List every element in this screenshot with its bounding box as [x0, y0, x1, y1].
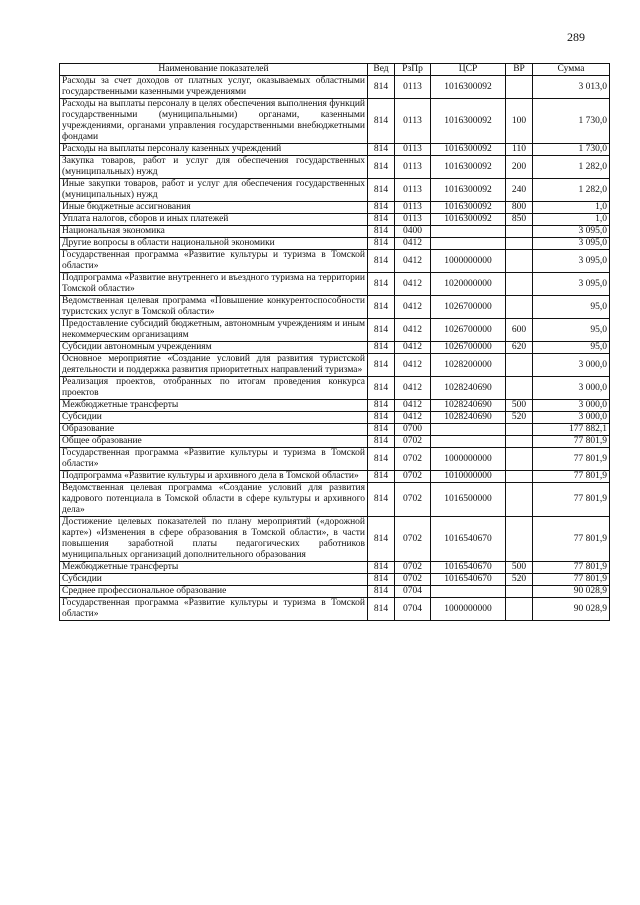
cell-sum: 1 282,0 — [533, 156, 610, 179]
cell-ved: 814 — [368, 76, 395, 99]
cell-sum: 77 801,9 — [533, 562, 610, 574]
cell-rzpr: 0412 — [395, 238, 431, 250]
cell-rzpr: 0113 — [395, 144, 431, 156]
table-row — [60, 598, 610, 621]
cell-vr — [506, 226, 533, 238]
cell-ved: 814 — [368, 586, 395, 598]
cell-name: Подпрограмма «Развитие внутреннего и въездного туризма на территории Томской области» — [60, 273, 368, 296]
cell-vr — [506, 483, 533, 517]
table-row — [60, 471, 610, 483]
cell-name: Государственная программа «Развитие культуры и туризма в Томской области» — [60, 448, 368, 471]
cell-rzpr: 0113 — [395, 202, 431, 214]
cell-vr — [506, 377, 533, 400]
cell-csr: 1026700000 — [431, 342, 506, 354]
cell-sum: 77 801,9 — [533, 436, 610, 448]
cell-name: Другие вопросы в области национальной экономики — [60, 238, 368, 250]
cell-rzpr: 0702 — [395, 562, 431, 574]
cell-rzpr: 0113 — [395, 76, 431, 99]
cell-rzpr: 0412 — [395, 400, 431, 412]
cell-ved: 814 — [368, 412, 395, 424]
cell-rzpr: 0400 — [395, 226, 431, 238]
cell-ved: 814 — [368, 202, 395, 214]
cell-vr — [506, 273, 533, 296]
column-header-ved: Вед — [368, 64, 395, 76]
table-row — [60, 144, 610, 156]
cell-csr: 1016540670 — [431, 574, 506, 586]
cell-ved: 814 — [368, 179, 395, 202]
column-header-sum: Сумма — [533, 64, 610, 76]
cell-csr: 1016540670 — [431, 517, 506, 562]
cell-rzpr: 0412 — [395, 296, 431, 319]
cell-name: Расходы на выплаты персоналу казенных учреждений — [60, 144, 368, 156]
table-row — [60, 586, 610, 598]
cell-rzpr: 0700 — [395, 424, 431, 436]
cell-vr — [506, 354, 533, 377]
cell-name: Расходы на выплаты персоналу в целях обеспечения выполнения функций государственными (муниципальными) органами, казенными учреждениями, органами управления государственными внебюджетными фондами — [60, 99, 368, 144]
cell-name: Уплата налогов, сборов и иных платежей — [60, 214, 368, 226]
cell-vr — [506, 436, 533, 448]
cell-ved: 814 — [368, 400, 395, 412]
cell-vr: 500 — [506, 562, 533, 574]
cell-vr: 500 — [506, 400, 533, 412]
cell-vr — [506, 296, 533, 319]
cell-sum: 1 730,0 — [533, 99, 610, 144]
cell-rzpr: 0702 — [395, 471, 431, 483]
cell-name: Государственная программа «Развитие культуры и туризма в Томской области» — [60, 250, 368, 273]
cell-name: Ведомственная целевая программа «Повышение конкурентоспособности туристских услуг в Томской области» — [60, 296, 368, 319]
cell-rzpr: 0412 — [395, 319, 431, 342]
table-row — [60, 319, 610, 342]
cell-ved: 814 — [368, 342, 395, 354]
cell-sum: 90 028,9 — [533, 586, 610, 598]
cell-name: Иные бюджетные ассигнования — [60, 202, 368, 214]
cell-vr: 110 — [506, 144, 533, 156]
cell-csr: 1028240690 — [431, 400, 506, 412]
cell-rzpr: 0702 — [395, 574, 431, 586]
cell-ved: 814 — [368, 574, 395, 586]
cell-sum: 3 095,0 — [533, 226, 610, 238]
cell-ved: 814 — [368, 99, 395, 144]
column-header-rzpr: РзПр — [395, 64, 431, 76]
cell-csr — [431, 238, 506, 250]
cell-rzpr: 0412 — [395, 342, 431, 354]
cell-csr — [431, 436, 506, 448]
table-row — [60, 377, 610, 400]
column-header-name: Наименование показателей — [60, 64, 368, 76]
cell-sum: 77 801,9 — [533, 574, 610, 586]
cell-csr: 1016300092 — [431, 214, 506, 226]
table-row — [60, 342, 610, 354]
budget-table — [59, 63, 610, 621]
cell-rzpr: 0412 — [395, 250, 431, 273]
cell-name: Субсидии — [60, 574, 368, 586]
cell-csr: 1010000000 — [431, 471, 506, 483]
cell-csr: 1020000000 — [431, 273, 506, 296]
table-row — [60, 296, 610, 319]
cell-sum: 3 095,0 — [533, 238, 610, 250]
cell-name: Субсидии — [60, 412, 368, 424]
cell-sum: 90 028,9 — [533, 598, 610, 621]
cell-csr: 1016300092 — [431, 202, 506, 214]
cell-vr: 520 — [506, 412, 533, 424]
cell-rzpr: 0704 — [395, 586, 431, 598]
cell-sum: 3 000,0 — [533, 354, 610, 377]
cell-vr — [506, 517, 533, 562]
cell-vr: 600 — [506, 319, 533, 342]
cell-ved: 814 — [368, 226, 395, 238]
table-row — [60, 226, 610, 238]
cell-csr: 1016300092 — [431, 76, 506, 99]
cell-name: Расходы за счет доходов от платных услуг, оказываемых областными государственными казенными учреждениями — [60, 76, 368, 99]
cell-name: Закупка товаров, работ и услуг для обеспечения государственных (муниципальных) нужд — [60, 156, 368, 179]
cell-csr: 1000000000 — [431, 448, 506, 471]
cell-csr — [431, 226, 506, 238]
cell-ved: 814 — [368, 296, 395, 319]
table-row — [60, 400, 610, 412]
cell-sum: 3 013,0 — [533, 76, 610, 99]
cell-ved: 814 — [368, 238, 395, 250]
cell-ved: 814 — [368, 598, 395, 621]
cell-sum: 3 095,0 — [533, 273, 610, 296]
cell-name: Среднее профессиональное образование — [60, 586, 368, 598]
cell-sum: 177 882,1 — [533, 424, 610, 436]
table-row — [60, 412, 610, 424]
cell-vr — [506, 471, 533, 483]
cell-csr — [431, 586, 506, 598]
cell-ved: 814 — [368, 471, 395, 483]
cell-ved: 814 — [368, 562, 395, 574]
table-row — [60, 483, 610, 517]
table-row — [60, 238, 610, 250]
cell-csr: 1000000000 — [431, 250, 506, 273]
cell-sum: 3 095,0 — [533, 250, 610, 273]
table-header-row — [60, 64, 610, 76]
cell-csr: 1016300092 — [431, 156, 506, 179]
cell-rzpr: 0113 — [395, 99, 431, 144]
cell-sum: 1,0 — [533, 214, 610, 226]
cell-name: Подпрограмма «Развитие культуры и архивного дела в Томской области» — [60, 471, 368, 483]
cell-ved: 814 — [368, 448, 395, 471]
cell-ved: 814 — [368, 319, 395, 342]
cell-sum: 1 730,0 — [533, 144, 610, 156]
cell-name: Реализация проектов, отобранных по итогам проведения конкурса проектов — [60, 377, 368, 400]
cell-ved: 814 — [368, 250, 395, 273]
cell-csr: 1016300092 — [431, 99, 506, 144]
cell-rzpr: 0412 — [395, 377, 431, 400]
cell-vr — [506, 76, 533, 99]
cell-name: Межбюджетные трансферты — [60, 400, 368, 412]
column-header-vr: ВР — [506, 64, 533, 76]
table-row — [60, 562, 610, 574]
table-row — [60, 574, 610, 586]
table-row — [60, 156, 610, 179]
cell-name: Субсидии автономным учреждениям — [60, 342, 368, 354]
cell-sum: 95,0 — [533, 342, 610, 354]
cell-vr: 620 — [506, 342, 533, 354]
column-header-csr: ЦСР — [431, 64, 506, 76]
cell-csr: 1016540670 — [431, 562, 506, 574]
cell-ved: 814 — [368, 517, 395, 562]
table-row — [60, 448, 610, 471]
cell-vr — [506, 238, 533, 250]
cell-sum: 1 282,0 — [533, 179, 610, 202]
cell-sum: 1,0 — [533, 202, 610, 214]
table-body — [60, 76, 610, 621]
cell-vr: 200 — [506, 156, 533, 179]
cell-vr: 800 — [506, 202, 533, 214]
cell-ved: 814 — [368, 354, 395, 377]
cell-vr — [506, 250, 533, 273]
cell-sum: 95,0 — [533, 296, 610, 319]
cell-name: Национальная экономика — [60, 226, 368, 238]
cell-csr: 1000000000 — [431, 598, 506, 621]
cell-rzpr: 0113 — [395, 214, 431, 226]
cell-ved: 814 — [368, 273, 395, 296]
cell-vr — [506, 448, 533, 471]
cell-ved: 814 — [368, 156, 395, 179]
table-row — [60, 517, 610, 562]
cell-ved: 814 — [368, 483, 395, 517]
cell-ved: 814 — [368, 436, 395, 448]
cell-rzpr: 0113 — [395, 179, 431, 202]
cell-rzpr: 0702 — [395, 448, 431, 471]
cell-sum: 77 801,9 — [533, 448, 610, 471]
table-row — [60, 250, 610, 273]
cell-csr: 1028240690 — [431, 412, 506, 424]
table-row — [60, 179, 610, 202]
cell-name: Государственная программа «Развитие культуры и туризма в Томской области» — [60, 598, 368, 621]
cell-csr — [431, 424, 506, 436]
cell-vr: 100 — [506, 99, 533, 144]
table-row — [60, 214, 610, 226]
cell-sum: 77 801,9 — [533, 471, 610, 483]
cell-vr: 240 — [506, 179, 533, 202]
cell-csr: 1016300092 — [431, 144, 506, 156]
cell-name: Образование — [60, 424, 368, 436]
cell-name: Основное мероприятие «Создание условий для развития туристской деятельности и поддержка развития приоритетных направлений туризма» — [60, 354, 368, 377]
table-row — [60, 273, 610, 296]
cell-csr: 1028240690 — [431, 377, 506, 400]
cell-rzpr: 0702 — [395, 517, 431, 562]
cell-ved: 814 — [368, 144, 395, 156]
cell-sum: 3 000,0 — [533, 412, 610, 424]
cell-vr: 520 — [506, 574, 533, 586]
table-row — [60, 436, 610, 448]
cell-csr: 1016300092 — [431, 179, 506, 202]
cell-csr: 1016500000 — [431, 483, 506, 517]
cell-rzpr: 0702 — [395, 483, 431, 517]
cell-ved: 814 — [368, 424, 395, 436]
cell-name: Предоставление субсидий бюджетным, автономным учреждениям и иным некоммерческим организациям — [60, 319, 368, 342]
cell-rzpr: 0412 — [395, 354, 431, 377]
table-row — [60, 202, 610, 214]
cell-csr: 1026700000 — [431, 319, 506, 342]
cell-rzpr: 0412 — [395, 273, 431, 296]
cell-csr: 1028200000 — [431, 354, 506, 377]
cell-rzpr: 0412 — [395, 412, 431, 424]
cell-sum: 3 000,0 — [533, 400, 610, 412]
cell-ved: 814 — [368, 214, 395, 226]
table-row — [60, 354, 610, 377]
cell-name: Достижение целевых показателей по плану мероприятий («дорожной карте») «Изменения в сфере образования в Томской области», в части повышения заработной платы педагогических работников муниципальных организаций дополнительного образования — [60, 517, 368, 562]
cell-name: Ведомственная целевая программа «Создание условий для развития кадрового потенциала в Томской области в сфере культуры и архивного дела» — [60, 483, 368, 517]
page-number: 289 — [567, 30, 585, 44]
cell-sum: 77 801,9 — [533, 517, 610, 562]
table-row — [60, 424, 610, 436]
cell-rzpr: 0704 — [395, 598, 431, 621]
cell-vr — [506, 598, 533, 621]
cell-rzpr: 0702 — [395, 436, 431, 448]
cell-sum: 77 801,9 — [533, 483, 610, 517]
cell-vr — [506, 586, 533, 598]
cell-ved: 814 — [368, 377, 395, 400]
table-row — [60, 99, 610, 144]
cell-name: Иные закупки товаров, работ и услуг для обеспечения государственных (муниципальных) нужд — [60, 179, 368, 202]
cell-sum: 3 000,0 — [533, 377, 610, 400]
cell-name: Межбюджетные трансферты — [60, 562, 368, 574]
cell-vr: 850 — [506, 214, 533, 226]
cell-vr — [506, 424, 533, 436]
cell-name: Общее образование — [60, 436, 368, 448]
cell-csr: 1026700000 — [431, 296, 506, 319]
cell-rzpr: 0113 — [395, 156, 431, 179]
cell-sum: 95,0 — [533, 319, 610, 342]
table-row — [60, 76, 610, 99]
